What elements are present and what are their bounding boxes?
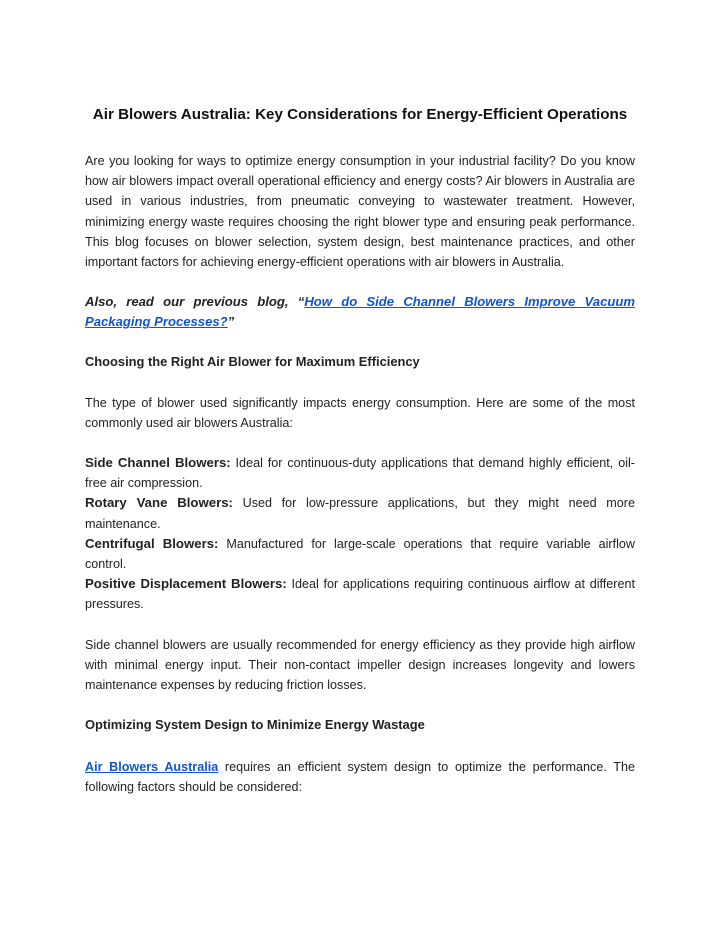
side-channel-recommendation: Side channel blowers are usually recommended for energy efficiency as they provide high airflow with minimal energy input. Their non-contact impeller design increases longevity and lowers maintenance expenses by reducing friction losses. [85, 637, 635, 693]
list-item-desc: Manufactured for large-scale operations that require variable airflow control. [85, 536, 635, 572]
list-item-desc: Used for low-pressure applications, but they might need more maintenance. [85, 496, 635, 531]
section-heading-optimizing: Optimizing System Design to Minimize Energy Wastage [85, 717, 425, 733]
intro-paragraph: Are you looking for ways to optimize energy consumption in your industrial facility? Do you know how air blowers impact overall operational efficiency and energy costs? Air blowers in Australia are used in various industries, from pneumatic conveying to wastewater treatment. However, minimizing energy waste requires choosing the right blower type and ensuring peak performance. This blog focuses on blower selection, system design, best maintenance practices, and other important factors for achieving energy-efficient operations with air blowers in Australia. [85, 154, 635, 270]
read-also-paragraph [85, 292, 635, 332]
read-also-prefix: Also, read our previous blog, “ [85, 294, 305, 310]
list-item-term: Rotary Vane Blowers: [85, 495, 233, 511]
air-blowers-australia-link[interactable]: Air Blowers Australia [85, 760, 219, 775]
list-item [85, 534, 635, 574]
system-design-text: requires an efficient system design to optimize the performance. The following factors should be considered: [85, 760, 635, 795]
list-item-term: Side Channel Blowers: [85, 455, 231, 471]
system-design-paragraph [85, 757, 635, 797]
page-title: Air Blowers Australia: Key Considerations for Energy-Efficient Operations [92, 106, 628, 123]
blower-types-intro: The type of blower used significantly impacts energy consumption. Here are some of the most commonly used air blowers Australia: [85, 395, 635, 430]
list-item-term: Centrifugal Blowers: [85, 535, 219, 551]
previous-blog-link[interactable]: How do Side Channel Blowers Improve Vacuum Packaging Processes? [85, 294, 635, 330]
list-item [85, 493, 635, 533]
list-item [85, 453, 635, 493]
list-item-desc: Ideal for continuous-duty applications that demand highly efficient, oil-free air compression. [85, 456, 635, 491]
list-item-term: Positive Displacement Blowers: [85, 576, 287, 592]
list-item-desc: Ideal for applications requiring continuous airflow at different pressures. [85, 577, 635, 612]
list-item [85, 574, 635, 614]
read-also-suffix: ” [227, 314, 235, 330]
document-body [85, 104, 635, 798]
section-heading-choosing: Choosing the Right Air Blower for Maximum Efficiency [85, 353, 420, 369]
blower-type-list [85, 453, 635, 615]
